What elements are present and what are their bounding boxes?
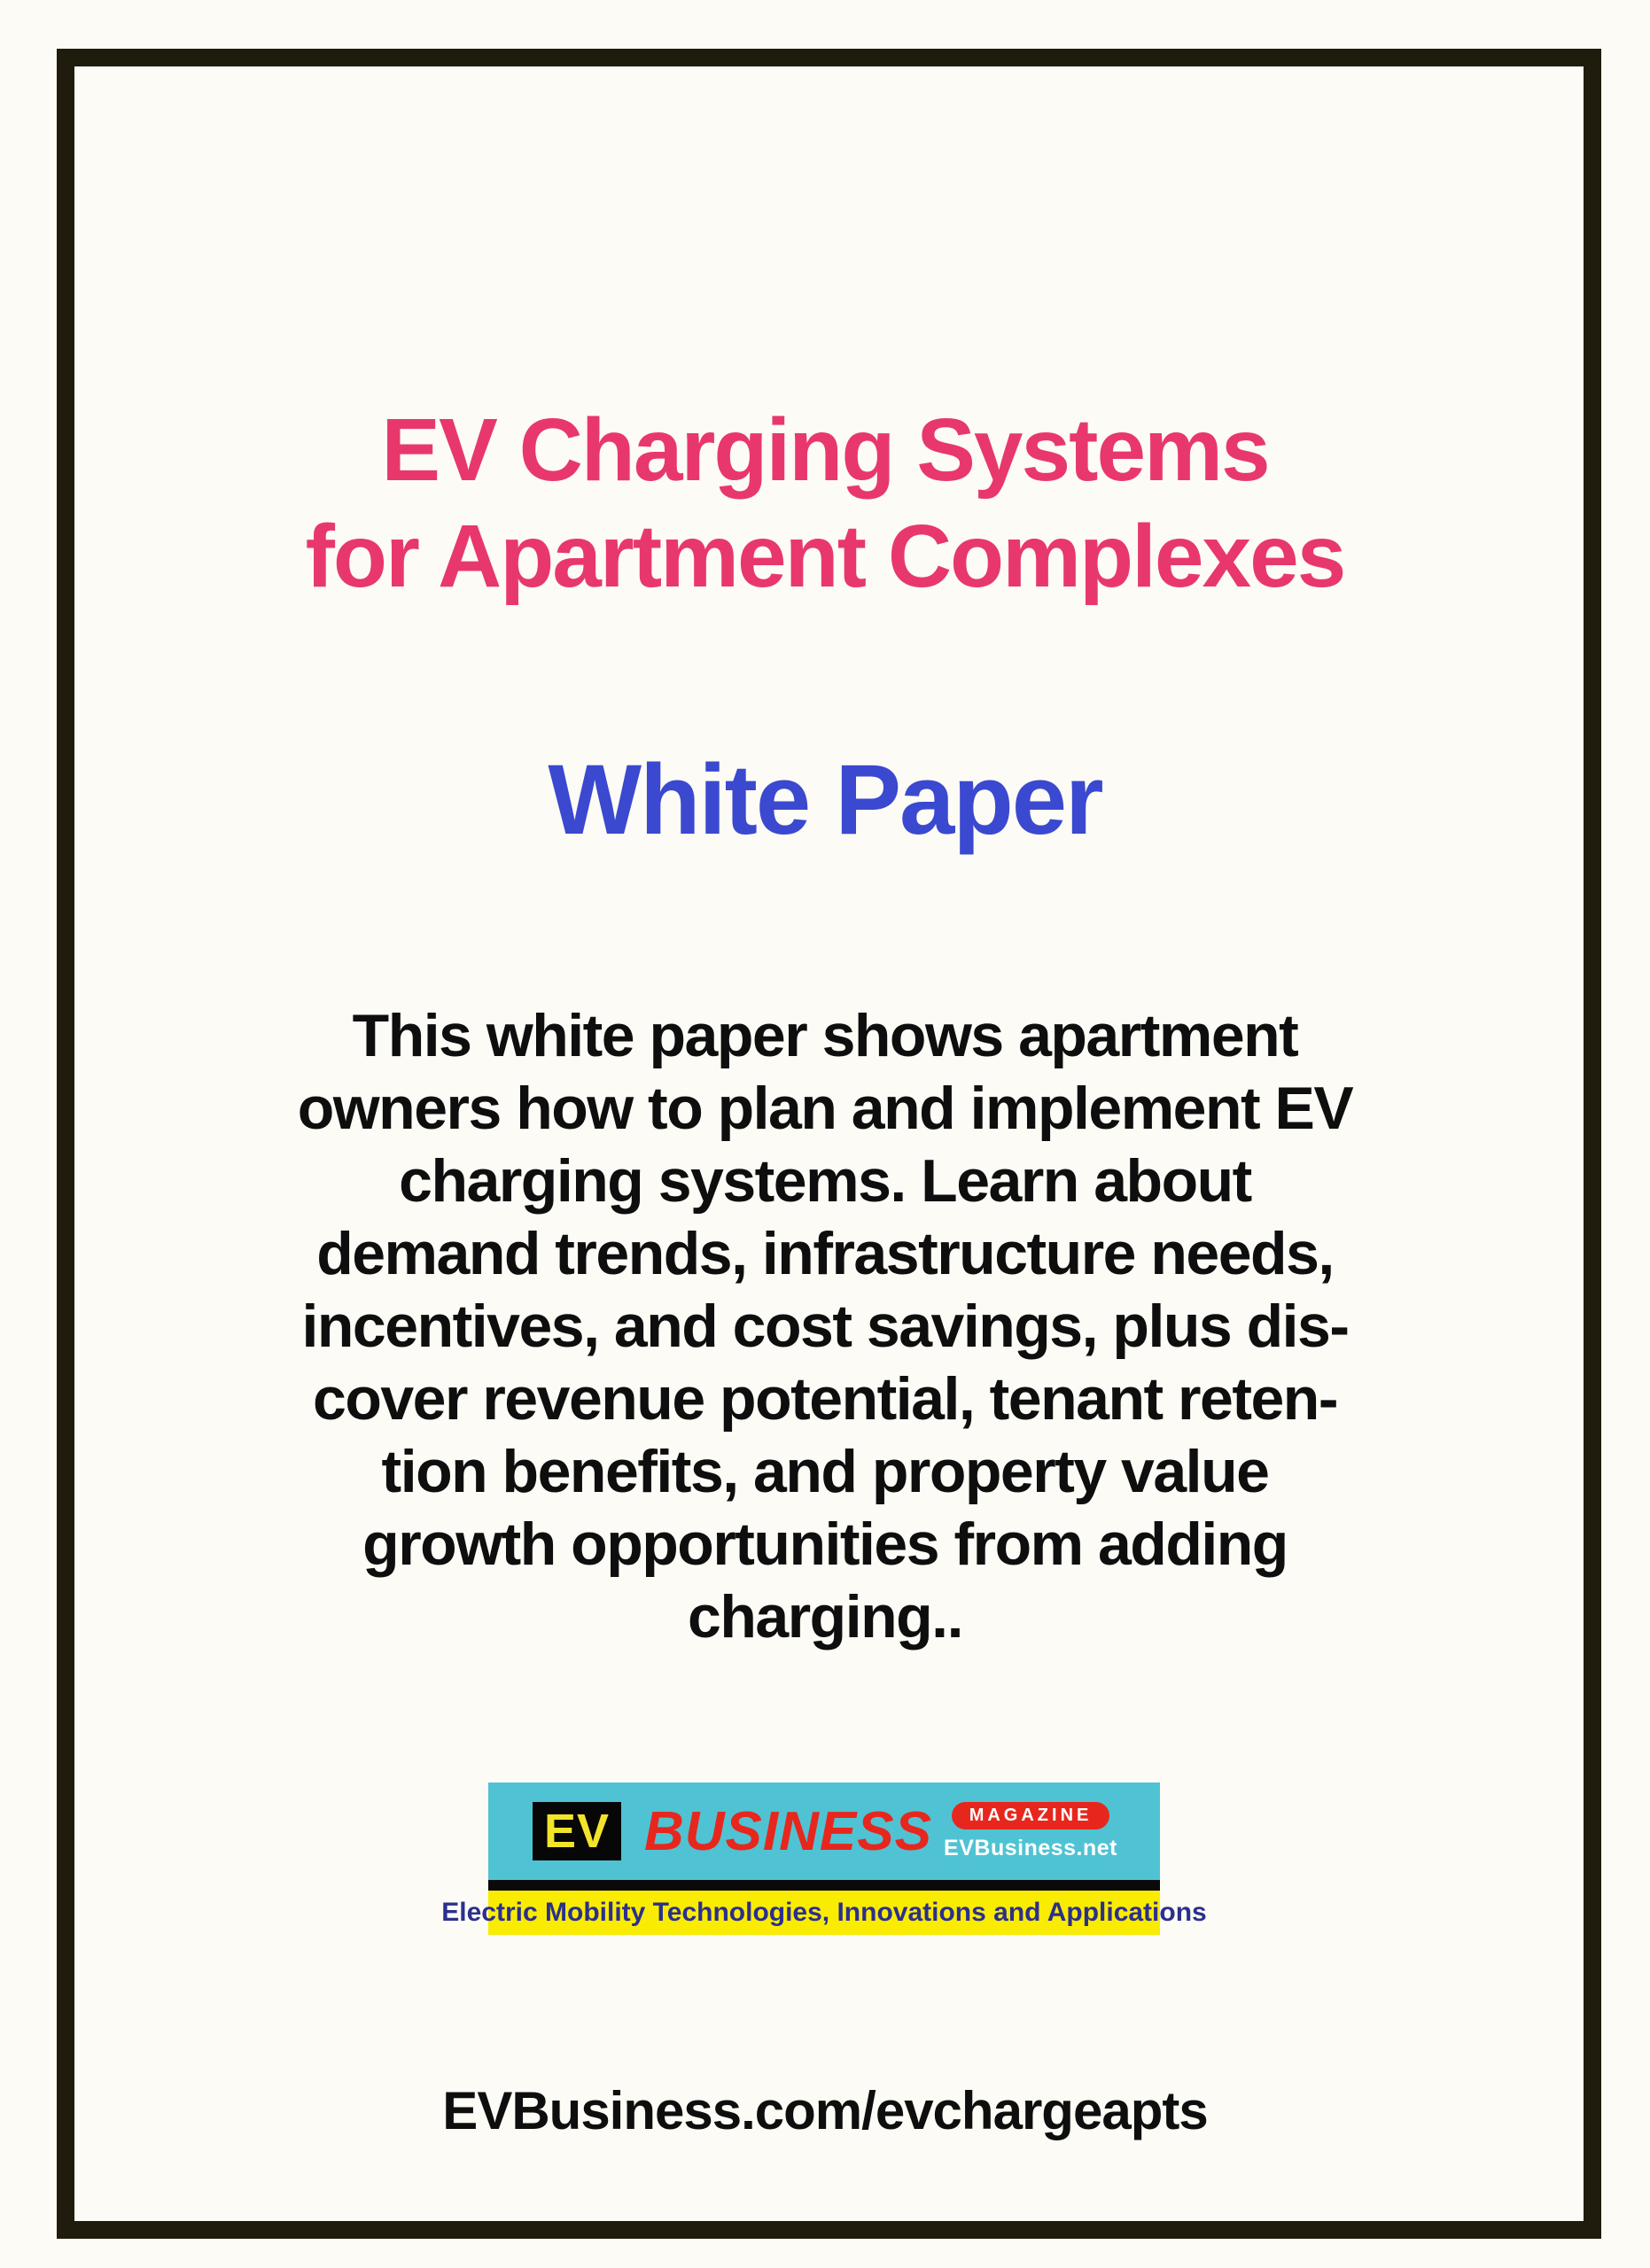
logo-divider-bar [488,1880,1160,1891]
logo-tagline-strip [441,1891,1207,1935]
abstract-line: growth opportunities from adding [362,1511,1288,1578]
abstract-line: tion benefits, and property value [381,1438,1269,1505]
abstract-line: charging.. [688,1583,962,1651]
cover-title-line-1: EV Charging Systems [381,400,1269,500]
abstract-line: incentives, and cost savings, plus dis- [301,1293,1349,1360]
magazine-badge: MAGAZINE [952,1802,1110,1829]
footer-url: EVBusiness.com/evchargeapts [442,2081,1208,2140]
abstract-line: This white paper shows apartment [352,1002,1298,1069]
ev-logo-mark: EV [533,1802,621,1860]
abstract-line: charging systems. Learn about [399,1147,1251,1215]
cover-title [0,397,1650,610]
abstract-line: cover revenue potential, tenant reten- [313,1365,1337,1433]
ev-business-magazine-logo [441,1783,1207,1935]
logo-site-url: EVBusiness.net [944,1835,1117,1860]
logo-right-column [944,1802,1117,1861]
logo-business-wordmark: BUSINESS [644,1800,932,1862]
abstract-paragraph [0,999,1650,1653]
cover-title-line-2: for Apartment Complexes [305,507,1345,606]
logo-tagline: Electric Mobility Technologies, Innovations and Applications [441,1898,1207,1927]
logo-masthead [488,1783,1160,1880]
abstract-line: demand trends, infrastructure needs, [316,1220,1334,1287]
abstract-line: owners how to plan and implement EV [297,1075,1353,1142]
subtitle-white-paper: White Paper [548,744,1102,855]
